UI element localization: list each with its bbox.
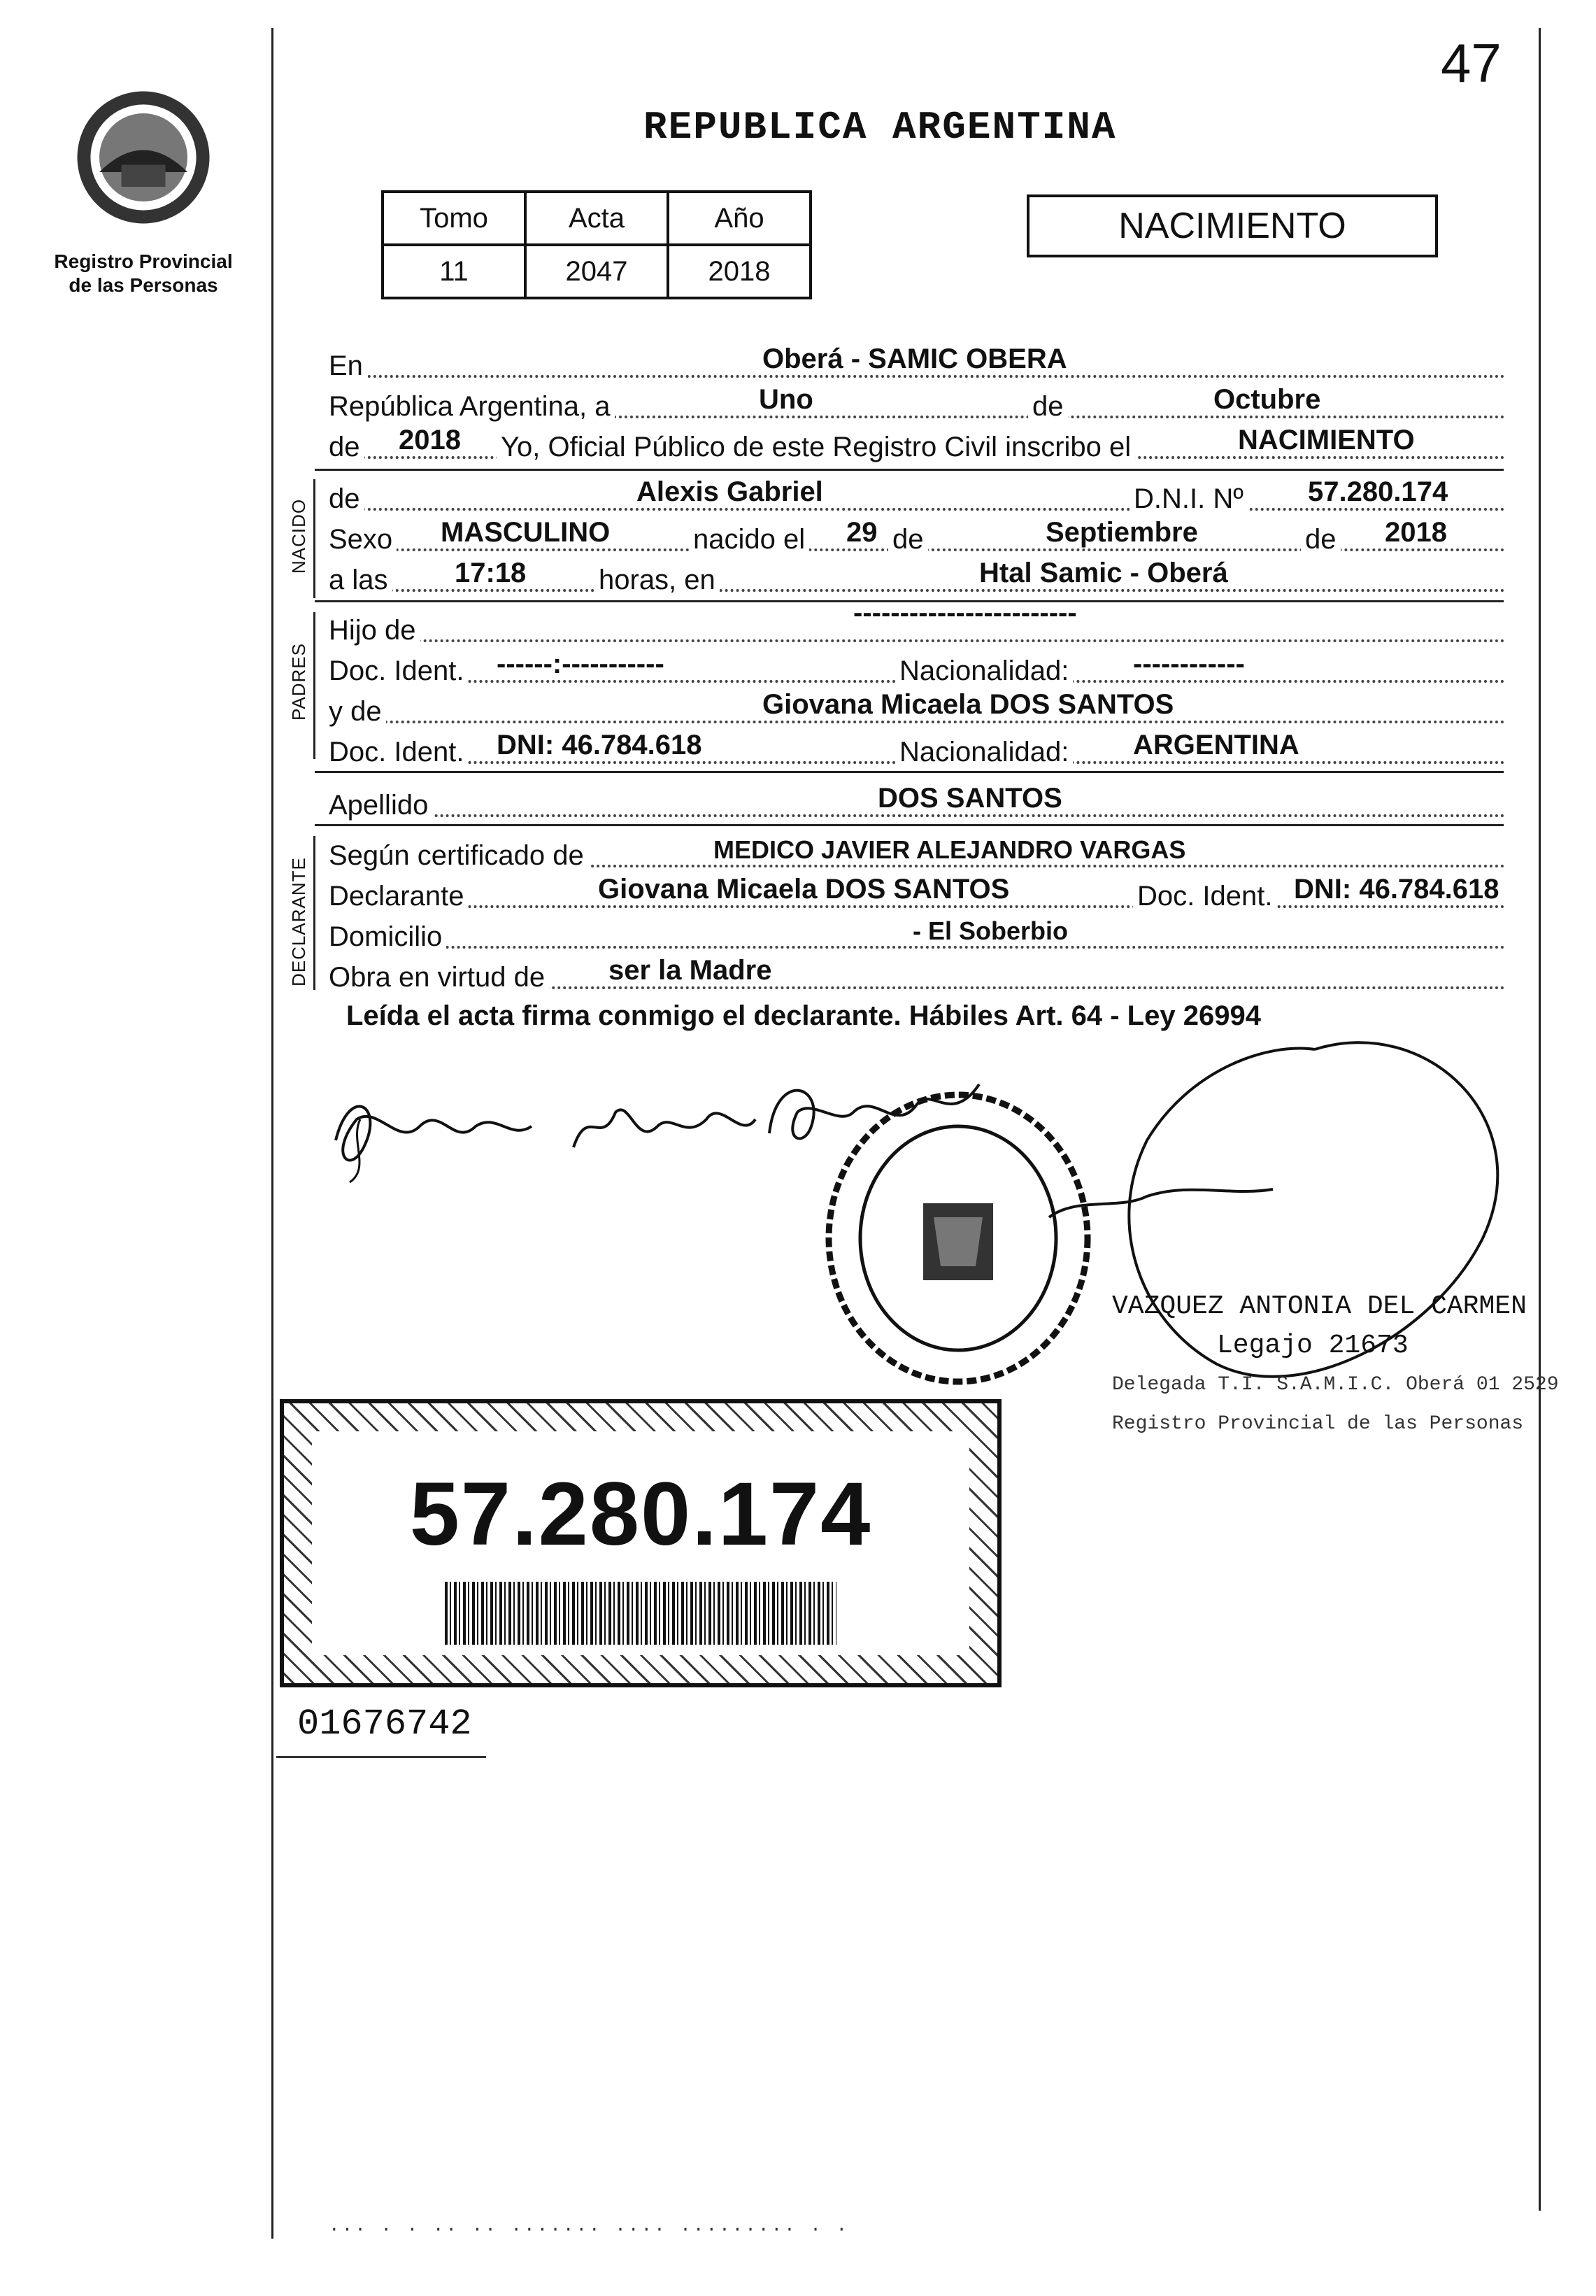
row-republica xyxy=(329,383,1505,423)
label-republica: República Argentina, a xyxy=(329,391,615,423)
province-seal-icon xyxy=(70,84,217,231)
document-title: REPUBLICA ARGENTINA xyxy=(643,105,1117,150)
value-obra: ser la Madre xyxy=(608,955,772,986)
value-hijo: ------------------------ xyxy=(853,597,1077,628)
value-en: Oberá - SAMIC OBERA xyxy=(762,343,1067,374)
value-hora: 17:18 xyxy=(455,558,527,588)
barcode-number: 57.280.174 xyxy=(409,1464,872,1564)
barcode-icon xyxy=(445,1582,836,1645)
label-a-las: a las xyxy=(329,565,392,596)
label-de-nacido-anio: de xyxy=(1301,524,1341,555)
closing-statement: Leída el acta firma conmigo el declarante. Hábiles Art. 64 - Ley 26994 xyxy=(346,1000,1261,1031)
label-domicilio: Domicilio xyxy=(329,921,446,953)
row-hijo xyxy=(329,597,1505,646)
value-nacido-anio: 2018 xyxy=(1385,517,1447,548)
registry-name: Registro Provincial de las Personas xyxy=(54,250,233,296)
section-bar xyxy=(313,836,315,990)
label-doc-ident-madre: Doc. Ident. xyxy=(329,737,468,768)
right-margin-line xyxy=(1539,28,1541,2211)
tomo-value: 11 xyxy=(383,245,525,298)
left-margin-line xyxy=(271,28,273,2239)
label-nacido: nacido el xyxy=(689,524,809,555)
section-declarante: DECLARANTE xyxy=(288,857,309,986)
value-declarante-doc: DNI: 46.784.618 xyxy=(1294,874,1499,905)
label-de-nombre: de xyxy=(329,483,364,515)
row-apellido xyxy=(329,782,1505,821)
value-lugar: Htal Samic - Oberá xyxy=(979,558,1228,588)
row-declarante xyxy=(329,873,1505,912)
value-inscribo: NACIMIENTO xyxy=(1238,425,1415,455)
value-dia: Uno xyxy=(759,384,813,415)
value-padre-nac: ------------ xyxy=(1133,649,1245,679)
label-y-de: y de xyxy=(329,696,386,728)
label-declarante: Declarante xyxy=(329,881,468,912)
label-obra: Obra en virtud de xyxy=(329,962,549,993)
value-anio: 2018 xyxy=(399,425,461,455)
label-de-mes: de xyxy=(1028,391,1068,423)
tomo-header: Tomo xyxy=(383,192,525,245)
section-bar xyxy=(313,612,315,759)
act-type-box: NACIMIENTO xyxy=(1027,194,1438,257)
acta-header: Acta xyxy=(525,192,668,245)
row-domicilio xyxy=(329,914,1505,953)
divider xyxy=(315,771,1504,773)
row-obra xyxy=(329,954,1505,993)
value-domicilio: - El Soberbio xyxy=(913,916,1069,945)
label-horas-en: horas, en xyxy=(594,565,720,596)
acta-value: 2047 xyxy=(525,245,668,298)
row-sexo xyxy=(329,516,1505,555)
label-hijo: Hijo de xyxy=(329,615,420,646)
value-apellido: DOS SANTOS xyxy=(878,783,1062,814)
barcode-label xyxy=(280,1399,1002,1687)
label-apellido: Apellido xyxy=(329,790,432,821)
label-certificado: Según certificado de xyxy=(329,840,588,872)
row-madre xyxy=(329,688,1505,728)
row-hora xyxy=(329,557,1505,596)
row-certificado xyxy=(329,832,1505,872)
section-padres: PADRES xyxy=(288,643,309,721)
officer-block xyxy=(1112,1287,1559,1444)
value-nombre: Alexis Gabriel xyxy=(636,476,823,507)
value-madre-nac: ARGENTINA xyxy=(1133,730,1299,760)
label-sexo: Sexo xyxy=(329,524,397,555)
divider xyxy=(315,469,1504,471)
label-doc-ident: Doc. Ident. xyxy=(329,656,468,687)
serial-number: 01676742 xyxy=(276,1693,486,1758)
page-number: 47 xyxy=(1441,32,1502,94)
anio-header: Año xyxy=(668,192,811,245)
row-madre-doc xyxy=(329,729,1505,768)
value-certificado: MEDICO JAVIER ALEJANDRO VARGAS xyxy=(713,835,1186,864)
value-madre-doc: DNI: 46.784.618 xyxy=(497,730,702,760)
value-sexo: MASCULINO xyxy=(441,517,611,548)
label-nacionalidad: Nacionalidad: xyxy=(895,656,1073,687)
label-nacionalidad-madre: Nacionalidad: xyxy=(895,737,1073,768)
volume-table xyxy=(381,190,812,299)
label-dni: D.N.I. Nº xyxy=(1130,483,1248,515)
officer-line4: Registro Provincial de las Personas xyxy=(1112,1413,1524,1435)
officer-line3: Delegada T.I. S.A.M.I.C. Oberá 01 2529 xyxy=(1112,1374,1559,1396)
value-nacido-dia: 29 xyxy=(846,517,878,548)
label-inscribo: Yo, Oficial Público de este Registro Civil inscribo el xyxy=(497,432,1135,463)
value-padre-doc: ------:----------- xyxy=(497,649,664,679)
anio-value: 2018 xyxy=(668,245,811,298)
label-declarante-doc: Doc. Ident. xyxy=(1133,881,1276,912)
value-madre: Giovana Micaela DOS SANTOS xyxy=(762,689,1174,720)
divider xyxy=(315,824,1504,826)
value-mes: Octubre xyxy=(1213,384,1321,415)
section-bar xyxy=(313,479,315,598)
row-en xyxy=(329,343,1505,382)
label-en: En xyxy=(329,350,367,382)
officer-name: VAZQUEZ ANTONIA DEL CARMEN xyxy=(1112,1291,1527,1321)
row-nombre xyxy=(329,476,1505,515)
label-de-nacido-mes: de xyxy=(888,524,928,555)
officer-legajo: Legajo 21673 xyxy=(1217,1331,1409,1361)
footer-marks: ··· · · ·· ·· ······· ···· ········· · · xyxy=(329,2219,850,2240)
value-dni: 57.280.174 xyxy=(1308,476,1448,507)
row-inscribo xyxy=(329,424,1505,463)
value-nacido-mes: Septiembre xyxy=(1046,517,1198,548)
value-declarante: Giovana Micaela DOS SANTOS xyxy=(598,874,1010,905)
label-de-anio: de xyxy=(329,432,364,463)
row-padre-doc xyxy=(329,648,1505,687)
section-nacido: NACIDO xyxy=(288,498,309,574)
